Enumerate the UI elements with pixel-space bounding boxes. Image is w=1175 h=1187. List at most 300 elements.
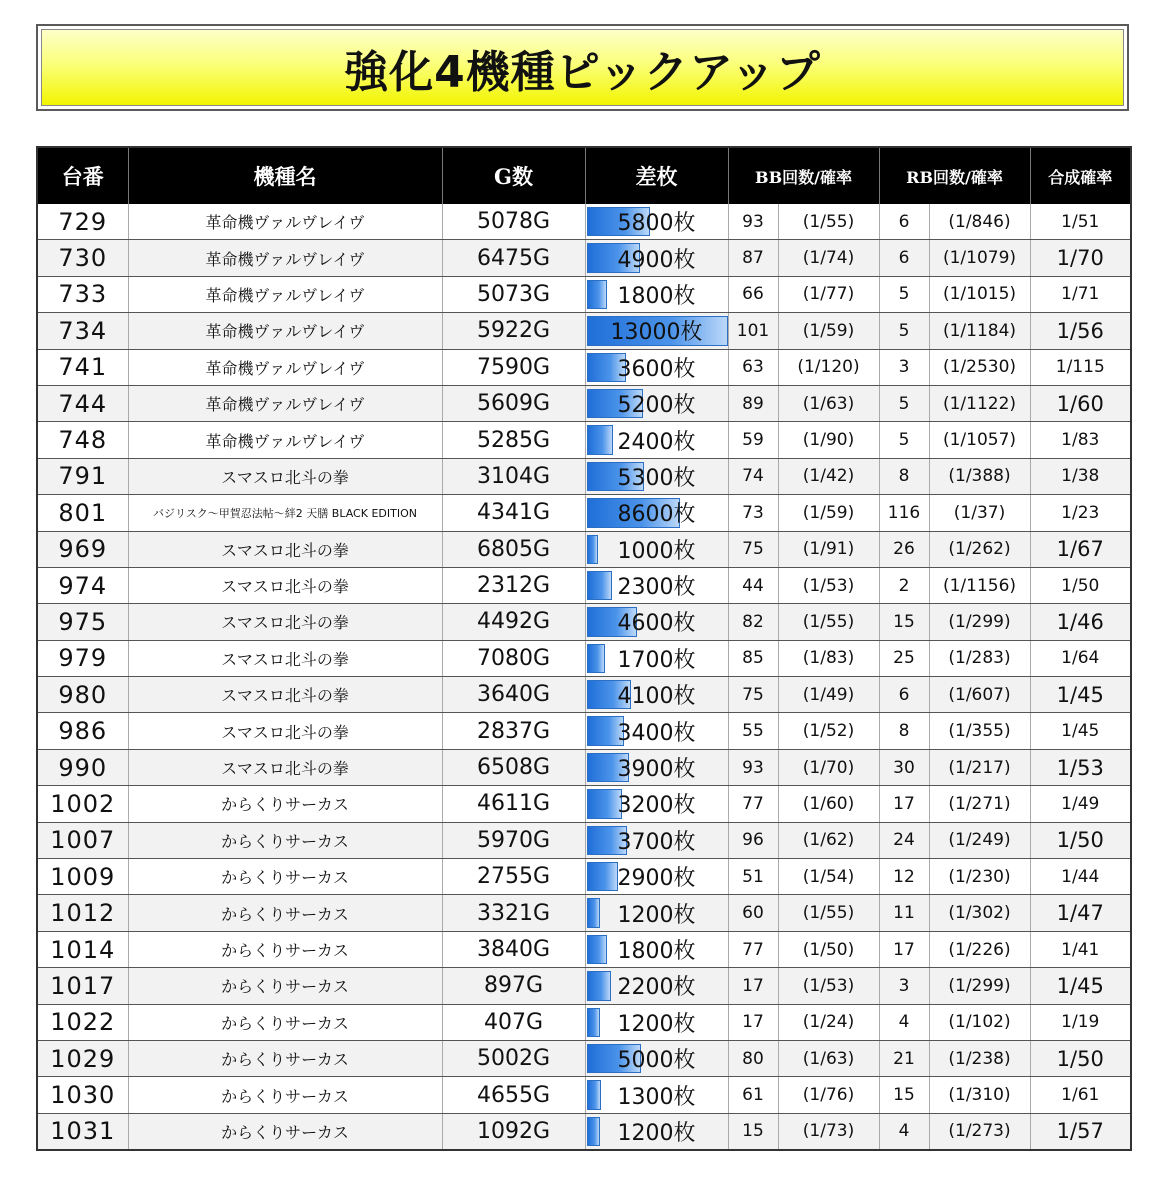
difference-value: 1200枚 [617, 1011, 696, 1037]
combined-probability: 1/51 [1030, 204, 1131, 240]
difference-value: 3400枚 [617, 720, 696, 746]
game-count: 5285G [442, 422, 585, 458]
combined-probability: 1/56 [1030, 313, 1131, 349]
machine-number: 1014 [37, 931, 128, 967]
machine-number: 975 [37, 604, 128, 640]
table-row [37, 786, 1131, 822]
rb-probability: (1/102) [929, 1004, 1030, 1040]
machine-name: スマスロ北斗の拳 [128, 713, 442, 749]
header-bb: BB回数/確率 [728, 147, 879, 204]
bb-count: 44 [728, 567, 778, 603]
bb-probability: (1/59) [778, 495, 879, 531]
difference-value: 1200枚 [617, 902, 696, 928]
machine-number: 1007 [37, 822, 128, 858]
rb-count: 6 [879, 677, 929, 713]
bb-probability: (1/63) [778, 385, 879, 421]
rb-probability: (1/1122) [929, 385, 1030, 421]
difference-cell [585, 640, 728, 676]
rb-count: 25 [879, 640, 929, 676]
game-count: 4611G [442, 786, 585, 822]
difference-value: 4600枚 [617, 611, 696, 637]
difference-cell [585, 713, 728, 749]
difference-bar [587, 1080, 601, 1109]
bb-count: 61 [728, 1077, 778, 1113]
difference-value: 4100枚 [617, 684, 696, 710]
machine-name: からくりサーカス [128, 822, 442, 858]
game-count: 4655G [442, 1077, 585, 1113]
difference-cell [585, 204, 728, 240]
difference-cell [585, 1040, 728, 1076]
bb-probability: (1/53) [778, 567, 879, 603]
combined-probability: 1/70 [1030, 240, 1131, 276]
rb-count: 11 [879, 895, 929, 931]
machine-name: 革命機ヴァルヴレイヴ [128, 276, 442, 312]
difference-cell [585, 422, 728, 458]
machine-number: 1017 [37, 968, 128, 1004]
bb-count: 93 [728, 749, 778, 785]
difference-value: 2200枚 [617, 975, 696, 1001]
combined-probability: 1/50 [1030, 567, 1131, 603]
machine-name: スマスロ北斗の拳 [128, 604, 442, 640]
difference-value: 4900枚 [617, 247, 696, 273]
machine-name: からくりサーカス [128, 859, 442, 895]
machine-name: 革命機ヴァルヴレイヴ [128, 313, 442, 349]
machine-number: 990 [37, 749, 128, 785]
bb-count: 59 [728, 422, 778, 458]
difference-value: 1700枚 [617, 647, 696, 673]
table-row [37, 604, 1131, 640]
header-difference: 差枚 [585, 147, 728, 204]
machine-number: 1002 [37, 786, 128, 822]
bb-probability: (1/120) [778, 349, 879, 385]
bb-count: 96 [728, 822, 778, 858]
machine-number: 1030 [37, 1077, 128, 1113]
table-row [37, 1077, 1131, 1113]
game-count: 6805G [442, 531, 585, 567]
machine-number: 1012 [37, 895, 128, 931]
bb-probability: (1/74) [778, 240, 879, 276]
machine-number: 733 [37, 276, 128, 312]
combined-probability: 1/45 [1030, 713, 1131, 749]
machine-name: からくりサーカス [128, 1004, 442, 1040]
table-row [37, 931, 1131, 967]
game-count: 7590G [442, 349, 585, 385]
rb-count: 5 [879, 313, 929, 349]
difference-value: 2300枚 [617, 575, 696, 601]
difference-value: 1800枚 [617, 283, 696, 309]
difference-cell [585, 931, 728, 967]
difference-cell [585, 313, 728, 349]
machine-name: スマスロ北斗の拳 [128, 458, 442, 494]
rb-count: 8 [879, 458, 929, 494]
machine-name: からくりサーカス [128, 1040, 442, 1076]
bb-count: 74 [728, 458, 778, 494]
difference-value: 3600枚 [617, 356, 696, 382]
machine-number: 801 [37, 495, 128, 531]
difference-cell [585, 567, 728, 603]
table-row [37, 640, 1131, 676]
rb-probability: (1/217) [929, 749, 1030, 785]
game-count: 5078G [442, 204, 585, 240]
machine-number: 741 [37, 349, 128, 385]
rb-probability: (1/355) [929, 713, 1030, 749]
table-row [37, 204, 1131, 240]
table-row [37, 968, 1131, 1004]
machine-name: 革命機ヴァルヴレイヴ [128, 240, 442, 276]
machine-name: スマスロ北斗の拳 [128, 749, 442, 785]
rb-probability: (1/1156) [929, 567, 1030, 603]
bb-count: 82 [728, 604, 778, 640]
bb-probability: (1/83) [778, 640, 879, 676]
title-banner [36, 24, 1129, 111]
combined-probability: 1/57 [1030, 1113, 1131, 1150]
combined-probability: 1/67 [1030, 531, 1131, 567]
bb-count: 89 [728, 385, 778, 421]
rb-probability: (1/262) [929, 531, 1030, 567]
machine-name: バジリスク～甲賀忍法帖～絆2 天膳 BLACK EDITION [128, 495, 442, 531]
difference-bar [587, 935, 607, 964]
bb-probability: (1/55) [778, 604, 879, 640]
machine-name: 革命機ヴァルヴレイヴ [128, 349, 442, 385]
table-row [37, 859, 1131, 895]
machine-number: 986 [37, 713, 128, 749]
table-row [37, 495, 1131, 531]
game-count: 3840G [442, 931, 585, 967]
bb-probability: (1/50) [778, 931, 879, 967]
bb-count: 77 [728, 786, 778, 822]
bb-probability: (1/91) [778, 531, 879, 567]
bb-probability: (1/73) [778, 1113, 879, 1150]
rb-probability: (1/238) [929, 1040, 1030, 1076]
difference-cell [585, 677, 728, 713]
rb-probability: (1/1015) [929, 276, 1030, 312]
bb-probability: (1/77) [778, 276, 879, 312]
machine-number: 1022 [37, 1004, 128, 1040]
bb-count: 85 [728, 640, 778, 676]
rb-count: 5 [879, 276, 929, 312]
machine-number: 729 [37, 204, 128, 240]
rb-count: 6 [879, 240, 929, 276]
bb-probability: (1/55) [778, 895, 879, 931]
difference-value: 8600枚 [617, 502, 696, 528]
table-row [37, 276, 1131, 312]
game-count: 5073G [442, 276, 585, 312]
table-header-row [37, 147, 1131, 204]
difference-bar [587, 571, 612, 600]
combined-probability: 1/50 [1030, 1040, 1131, 1076]
bb-probability: (1/55) [778, 204, 879, 240]
table-row [37, 349, 1131, 385]
combined-probability: 1/64 [1030, 640, 1131, 676]
difference-bar [587, 862, 618, 891]
difference-value: 5200枚 [617, 393, 696, 419]
game-count: 407G [442, 1004, 585, 1040]
table-row [37, 749, 1131, 785]
rb-probability: (1/271) [929, 786, 1030, 822]
combined-probability: 1/61 [1030, 1077, 1131, 1113]
combined-probability: 1/45 [1030, 677, 1131, 713]
difference-value: 5300枚 [617, 465, 696, 491]
difference-cell [585, 859, 728, 895]
game-count: 5002G [442, 1040, 585, 1076]
bb-probability: (1/54) [778, 859, 879, 895]
combined-probability: 1/38 [1030, 458, 1131, 494]
rb-probability: (1/388) [929, 458, 1030, 494]
machine-name: 革命機ヴァルヴレイヴ [128, 385, 442, 421]
bb-count: 63 [728, 349, 778, 385]
game-count: 6508G [442, 749, 585, 785]
bb-probability: (1/52) [778, 713, 879, 749]
combined-probability: 1/50 [1030, 822, 1131, 858]
header-game-count: G数 [442, 147, 585, 204]
difference-bar [587, 1008, 600, 1037]
difference-cell [585, 749, 728, 785]
game-count: 2755G [442, 859, 585, 895]
combined-probability: 1/60 [1030, 385, 1131, 421]
bb-probability: (1/76) [778, 1077, 879, 1113]
machine-number: 1009 [37, 859, 128, 895]
difference-bar [587, 280, 607, 309]
bb-probability: (1/24) [778, 1004, 879, 1040]
difference-cell [585, 1004, 728, 1040]
game-count: 5922G [442, 313, 585, 349]
table-row [37, 313, 1131, 349]
rb-probability: (1/302) [929, 895, 1030, 931]
bb-count: 77 [728, 931, 778, 967]
difference-value: 1300枚 [617, 1084, 696, 1110]
game-count: 4341G [442, 495, 585, 531]
difference-value: 1800枚 [617, 939, 696, 964]
bb-count: 73 [728, 495, 778, 531]
rb-count: 26 [879, 531, 929, 567]
difference-value: 1000枚 [617, 538, 696, 564]
bb-count: 75 [728, 531, 778, 567]
machine-data-table [36, 146, 1132, 1151]
machine-number: 734 [37, 313, 128, 349]
header-machine-name: 機種名 [128, 147, 442, 204]
rb-probability: (1/1079) [929, 240, 1030, 276]
rb-probability: (1/283) [929, 640, 1030, 676]
bb-count: 93 [728, 204, 778, 240]
machine-name: からくりサーカス [128, 786, 442, 822]
bb-probability: (1/63) [778, 1040, 879, 1076]
difference-cell [585, 822, 728, 858]
difference-cell [585, 604, 728, 640]
difference-cell [585, 531, 728, 567]
rb-count: 15 [879, 1077, 929, 1113]
rb-count: 4 [879, 1004, 929, 1040]
rb-count: 21 [879, 1040, 929, 1076]
combined-probability: 1/23 [1030, 495, 1131, 531]
machine-name: からくりサーカス [128, 1113, 442, 1150]
bb-count: 101 [728, 313, 778, 349]
combined-probability: 1/41 [1030, 931, 1131, 967]
game-count: 7080G [442, 640, 585, 676]
bb-count: 60 [728, 895, 778, 931]
machine-number: 969 [37, 531, 128, 567]
machine-name: スマスロ北斗の拳 [128, 640, 442, 676]
bb-count: 80 [728, 1040, 778, 1076]
header-machine-number: 台番 [37, 147, 128, 204]
rb-count: 5 [879, 422, 929, 458]
table-row [37, 713, 1131, 749]
combined-probability: 1/53 [1030, 749, 1131, 785]
difference-bar [587, 535, 598, 564]
rb-probability: (1/230) [929, 859, 1030, 895]
rb-count: 30 [879, 749, 929, 785]
difference-cell [585, 495, 728, 531]
difference-bar [587, 644, 605, 673]
difference-cell [585, 385, 728, 421]
difference-value: 5000枚 [617, 1048, 696, 1074]
game-count: 3321G [442, 895, 585, 931]
page-title: 強化4機種ピックアップ [344, 46, 821, 98]
rb-count: 116 [879, 495, 929, 531]
title-banner-inner [41, 29, 1124, 106]
difference-cell [585, 240, 728, 276]
table-row [37, 422, 1131, 458]
game-count: 2312G [442, 567, 585, 603]
table-row [37, 240, 1131, 276]
bb-probability: (1/53) [778, 968, 879, 1004]
difference-cell [585, 786, 728, 822]
bb-count: 66 [728, 276, 778, 312]
machine-name: からくりサーカス [128, 895, 442, 931]
difference-bar [587, 971, 611, 1000]
machine-number: 748 [37, 422, 128, 458]
bb-probability: (1/90) [778, 422, 879, 458]
rb-count: 24 [879, 822, 929, 858]
rb-count: 12 [879, 859, 929, 895]
machine-number: 979 [37, 640, 128, 676]
difference-value: 5800枚 [617, 211, 696, 237]
combined-probability: 1/47 [1030, 895, 1131, 931]
machine-number: 1031 [37, 1113, 128, 1150]
game-count: 3640G [442, 677, 585, 713]
game-count: 4492G [442, 604, 585, 640]
rb-probability: (1/249) [929, 822, 1030, 858]
table-row [37, 531, 1131, 567]
rb-count: 8 [879, 713, 929, 749]
bb-count: 87 [728, 240, 778, 276]
rb-probability: (1/607) [929, 677, 1030, 713]
header-combined: 合成確率 [1030, 147, 1131, 204]
rb-probability: (1/1184) [929, 313, 1030, 349]
rb-count: 2 [879, 567, 929, 603]
bb-count: 55 [728, 713, 778, 749]
machine-name: スマスロ北斗の拳 [128, 567, 442, 603]
difference-cell [585, 895, 728, 931]
rb-probability: (1/37) [929, 495, 1030, 531]
rb-count: 3 [879, 968, 929, 1004]
rb-probability: (1/1057) [929, 422, 1030, 458]
difference-value: 1200枚 [617, 1120, 696, 1146]
rb-probability: (1/226) [929, 931, 1030, 967]
rb-probability: (1/299) [929, 604, 1030, 640]
game-count: 6475G [442, 240, 585, 276]
bb-count: 51 [728, 859, 778, 895]
machine-number: 980 [37, 677, 128, 713]
bb-probability: (1/70) [778, 749, 879, 785]
combined-probability: 1/44 [1030, 859, 1131, 895]
bb-probability: (1/49) [778, 677, 879, 713]
difference-value: 2900枚 [617, 866, 696, 892]
combined-probability: 1/19 [1030, 1004, 1131, 1040]
difference-bar [587, 789, 622, 818]
machine-name: 革命機ヴァルヴレイヴ [128, 422, 442, 458]
machine-name: からくりサーカス [128, 968, 442, 1004]
bb-probability: (1/60) [778, 786, 879, 822]
machine-name: スマスロ北斗の拳 [128, 531, 442, 567]
rb-count: 3 [879, 349, 929, 385]
machine-number: 791 [37, 458, 128, 494]
rb-count: 17 [879, 786, 929, 822]
machine-name: からくりサーカス [128, 1077, 442, 1113]
table-row [37, 1040, 1131, 1076]
rb-probability: (1/273) [929, 1113, 1030, 1150]
bb-probability: (1/42) [778, 458, 879, 494]
combined-probability: 1/45 [1030, 968, 1131, 1004]
rb-count: 15 [879, 604, 929, 640]
rb-probability: (1/2530) [929, 349, 1030, 385]
bb-count: 15 [728, 1113, 778, 1150]
game-count: 897G [442, 968, 585, 1004]
difference-cell [585, 1113, 728, 1150]
bb-count: 17 [728, 968, 778, 1004]
table-row [37, 1004, 1131, 1040]
table-row [37, 895, 1131, 931]
rb-count: 17 [879, 931, 929, 967]
difference-value: 3700枚 [617, 829, 696, 855]
difference-cell [585, 276, 728, 312]
bb-count: 17 [728, 1004, 778, 1040]
machine-number: 744 [37, 385, 128, 421]
combined-probability: 1/71 [1030, 276, 1131, 312]
difference-value: 13000枚 [610, 320, 703, 346]
game-count: 2837G [442, 713, 585, 749]
machine-name: からくりサーカス [128, 931, 442, 967]
difference-bar [587, 898, 600, 927]
difference-value: 3200枚 [617, 793, 696, 819]
game-count: 1092G [442, 1113, 585, 1150]
difference-value: 3900枚 [617, 757, 696, 783]
rb-count: 6 [879, 204, 929, 240]
table-row [37, 822, 1131, 858]
combined-probability: 1/115 [1030, 349, 1131, 385]
difference-bar [587, 425, 613, 454]
machine-name: 革命機ヴァルヴレイヴ [128, 204, 442, 240]
machine-number: 1029 [37, 1040, 128, 1076]
difference-cell [585, 1077, 728, 1113]
table-row [37, 385, 1131, 421]
header-rb: RB回数/確率 [879, 147, 1030, 204]
rb-probability: (1/846) [929, 204, 1030, 240]
bb-probability: (1/62) [778, 822, 879, 858]
combined-probability: 1/46 [1030, 604, 1131, 640]
rb-count: 5 [879, 385, 929, 421]
rb-count: 4 [879, 1113, 929, 1150]
difference-cell [585, 458, 728, 494]
bb-count: 75 [728, 677, 778, 713]
difference-value: 2400枚 [617, 429, 696, 455]
game-count: 5970G [442, 822, 585, 858]
machine-name: スマスロ北斗の拳 [128, 677, 442, 713]
difference-cell [585, 349, 728, 385]
difference-bar [587, 1117, 600, 1146]
table-row [37, 458, 1131, 494]
combined-probability: 1/83 [1030, 422, 1131, 458]
combined-probability: 1/49 [1030, 786, 1131, 822]
